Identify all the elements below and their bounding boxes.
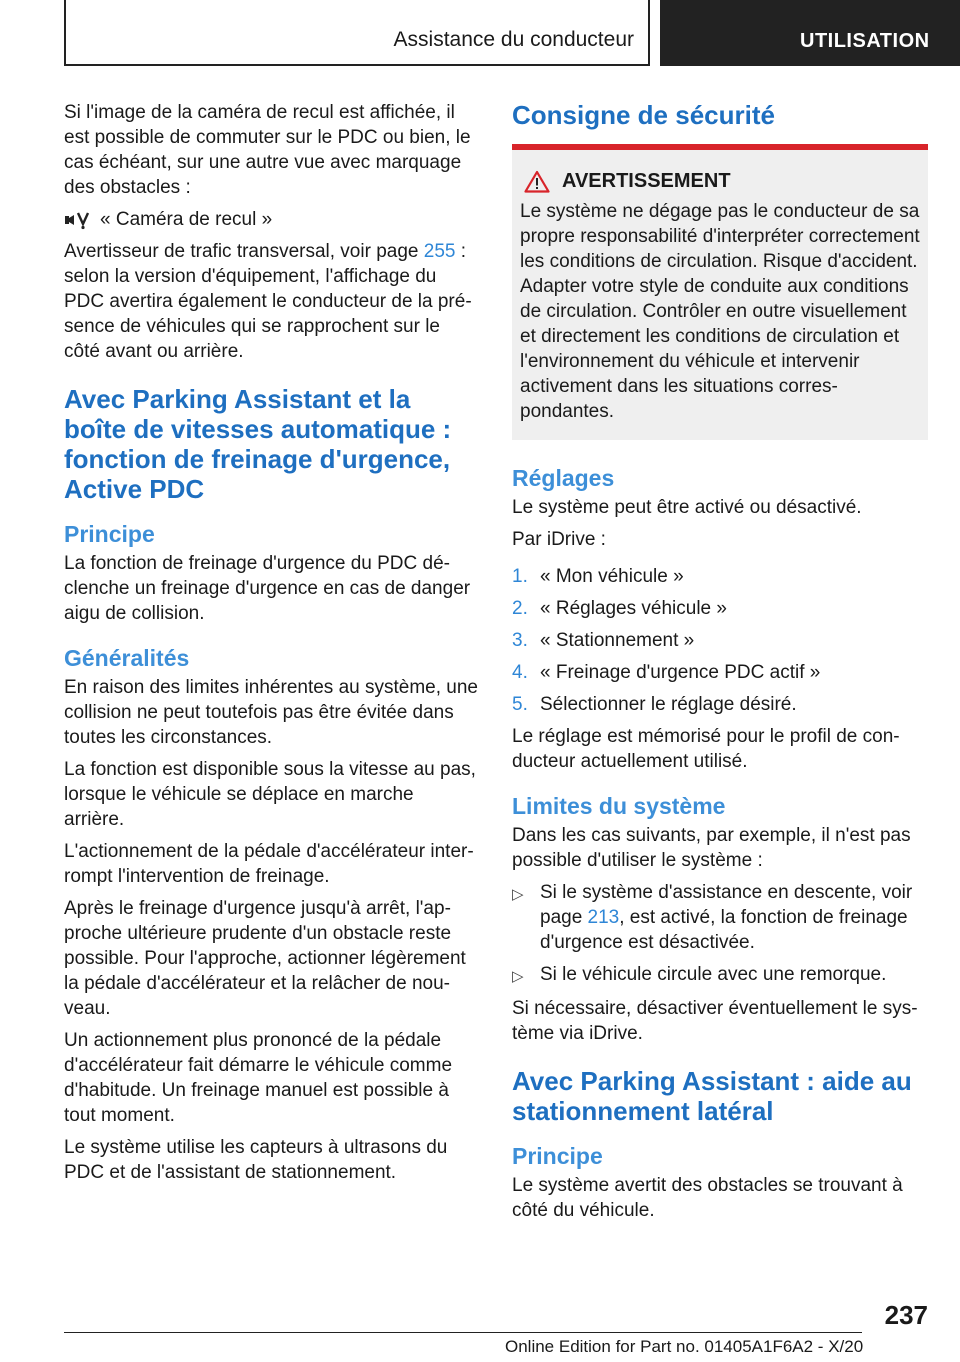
page-link-255[interactable]: 255 (423, 241, 456, 262)
camera-line (64, 207, 478, 232)
list-item (512, 628, 928, 653)
step-number: 4. (512, 662, 528, 683)
generalites-paragraph-3: L'actionnement de la pédale d'accélérateur interrompt l'intervention de freinage. (64, 841, 474, 887)
step-text: « Mon véhicule » (540, 566, 684, 587)
limites-paragraph: Dans les cas suivants, par exemple, il n'est pas possible d'utiliser le système : (512, 825, 911, 871)
page-number: 237 (884, 1300, 928, 1330)
header-chapter-box (660, 0, 960, 66)
footer-divider (64, 1332, 862, 1333)
generalites-paragraph-4: Après le freinage d'urgence jusqu'à arrêt, l'approche ultérieure prudente d'un obstacle reste possible. Pour l'approche, actionner légèrement la pédale d'accélérateur et la relâcher de nouveau. (64, 898, 466, 1019)
step-text: « Freinage d'urgence PDC actif » (540, 662, 821, 683)
generalites-paragraph-1: En raison des limites inhérentes au système, une collision ne peut toutefois pas être évitée dans toutes les circonstances. (64, 677, 478, 748)
list-item (512, 660, 928, 685)
step-number: 1. (512, 566, 528, 587)
triangle-bullet-icon: ▷ (512, 886, 524, 903)
bullet-text (540, 880, 928, 955)
generalites-paragraph-2: La fonction est disponible sous la vitesse au pas, lorsque le véhicule se déplace en marche arrière. (64, 759, 476, 830)
header-chapter-title: UTILISATION (800, 30, 930, 52)
warning-title-row (520, 170, 920, 193)
generalites-heading: Généralités (64, 645, 190, 671)
bullet-text: Si le véhicule circule avec une remorque. (540, 964, 887, 985)
side-parking-heading: Avec Parking Assistant : aide au stationnement latéral (512, 1066, 912, 1126)
limites-heading: Limites du système (512, 793, 726, 819)
generalites-paragraph-6: Le système utilise les capteurs à ultrasons du PDC et de l'assistant de stationnement. (64, 1137, 448, 1183)
warning-text: Le système ne dégage pas le conducteur de sa propre responsabilité d'interpréter correctement les conditions de circulation. Risque d'accident. Adapter votre style de conduite aux conditions de circulation. Contrôler en outre visuellement et directement les conditions de circulation et l'environnement du véhicule et intervenir activement dans les situations correspondantes. (520, 201, 920, 422)
right-column (512, 100, 928, 1230)
emergency-brake-heading: Avec Parking Assistant et la boîte de vitesses automatique : fonction de freinage d'urgence, Active PDC (64, 384, 452, 504)
bullet-text-pre: Si le système d'assistance en descente, voir page (540, 882, 913, 928)
list-item (512, 962, 928, 989)
list-item (512, 880, 928, 955)
settings-steps-list (512, 564, 928, 717)
step-text: « Stationnement » (540, 630, 695, 651)
list-item (512, 596, 928, 621)
traffic-text-post: : selon la version d'équipement, l'affichage du PDC avertira également le conducteur de la présence de véhicules qui se rapprochent sur le côté avant ou arrière. (64, 241, 472, 362)
idrive-paragraph: Par iDrive : (512, 529, 606, 550)
principe-paragraph: La fonction de freinage d'urgence du PDC déclenche un freinage d'urgence en cas de danger aigu de collision. (64, 553, 471, 624)
memo-paragraph: Le réglage est mémorisé pour le profil de conducteur actuellement utilisé. (512, 726, 900, 772)
warning-triangle-icon (524, 170, 550, 193)
step-text: « Réglages véhicule » (540, 598, 727, 619)
page-link-213[interactable]: 213 (587, 907, 620, 928)
intro-paragraph: Si l'image de la caméra de recul est affichée, il est possible de commuter sur le PDC ou bien, le cas échéant, sur une autre vue avec marquage des obstacles : (64, 102, 471, 198)
step-text: Sélectionner le réglage désiré. (540, 694, 797, 715)
step-number: 5. (512, 694, 528, 715)
deactivate-paragraph: Si nécessaire, désactiver éventuellement le système via iDrive. (512, 998, 918, 1044)
principe-heading: Principe (64, 521, 155, 547)
step-number: 2. (512, 598, 528, 619)
list-item (512, 564, 928, 589)
reglages-paragraph: Le système peut être activé ou désactivé. (512, 497, 862, 518)
limits-bullet-list (512, 880, 928, 989)
left-column (64, 100, 478, 1192)
footer-edition: Online Edition for Part no. 01405A1F6A2 - X/20 (505, 1337, 864, 1356)
camera-label: « Caméra de recul » (100, 209, 273, 230)
triangle-bullet-icon: ▷ (512, 968, 524, 985)
step-number: 3. (512, 630, 528, 651)
warning-title: AVERTISSEMENT (562, 170, 731, 192)
generalites-paragraph-5: Un actionnement plus prononcé de la pédale d'accélérateur fait démarre le véhicule comme d'habitude. Un freinage manuel est possible à tout moment. (64, 1030, 453, 1126)
principe2-paragraph: Le système avertit des obstacles se trouvant à côté du véhicule. (512, 1175, 903, 1221)
warning-box (512, 144, 928, 440)
bullet-text-post: , est activé, la fonction de freinage d'urgence est désactivée. (540, 907, 908, 953)
reglages-heading: Réglages (512, 465, 615, 491)
header-section-box (64, 0, 650, 66)
principe2-heading: Principe (512, 1143, 603, 1169)
header-section-title: Assistance du conducteur (393, 28, 634, 51)
traffic-paragraph (64, 239, 478, 364)
traffic-text-pre: Avertisseur de trafic transversal, voir page (64, 241, 424, 262)
list-item (512, 692, 928, 717)
rear-camera-icon (64, 210, 90, 230)
safety-heading: Consigne de sécurité (512, 100, 775, 130)
